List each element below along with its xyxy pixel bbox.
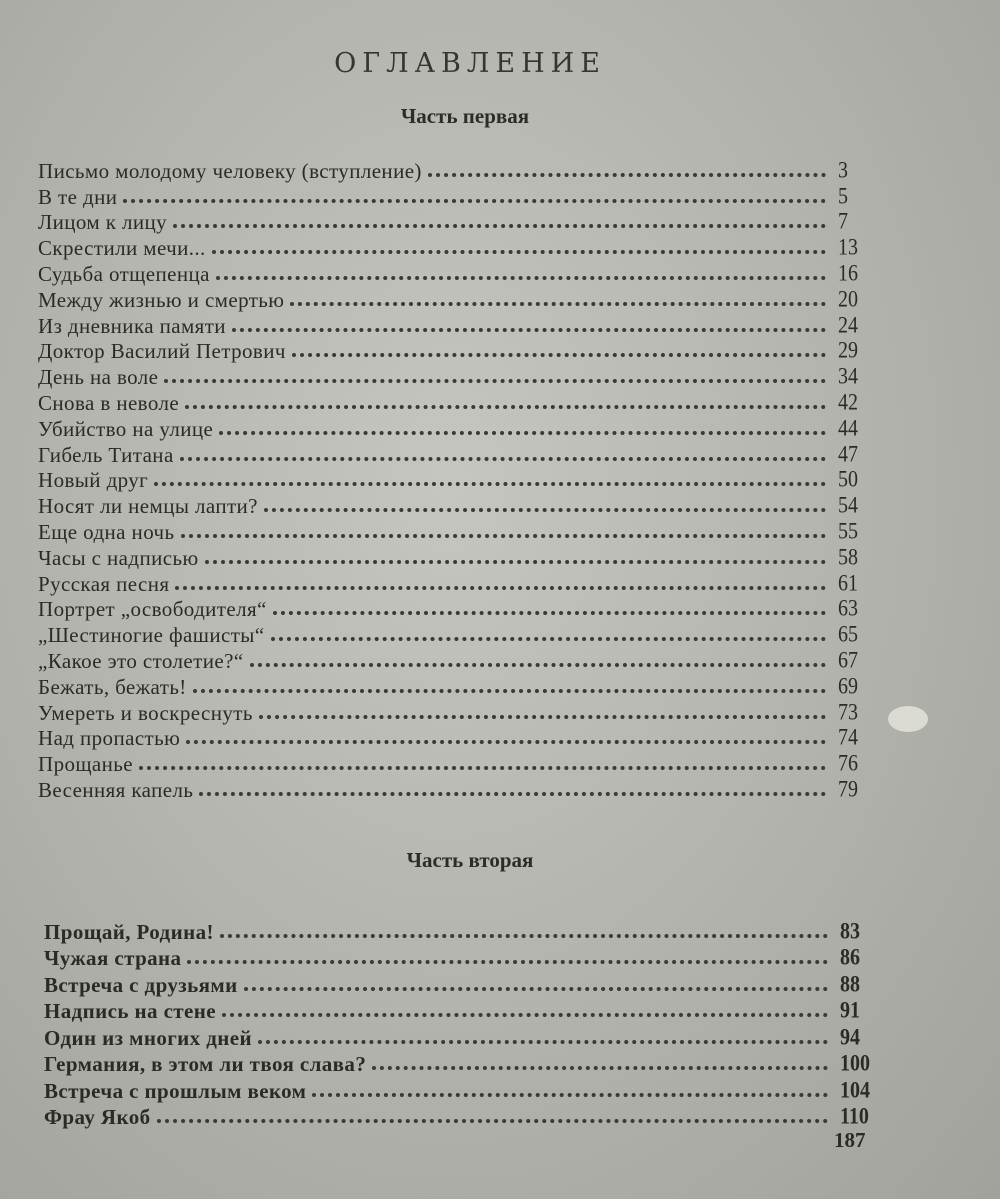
toc-entry (44, 1075, 880, 1102)
toc-entry (38, 569, 878, 595)
toc-entry (44, 969, 880, 996)
toc-entry-title: Бежать, бежать! (38, 674, 187, 699)
toc-entry-title: В те дни (38, 184, 118, 209)
part-one-heading: Часть первая (400, 104, 530, 128)
toc-entry (38, 543, 878, 569)
toc-entry (44, 1049, 880, 1076)
toc-entry-page: 76 (838, 750, 858, 777)
toc-entry-title: Прощанье (38, 752, 133, 777)
toc-entry (38, 646, 878, 672)
toc-entry (44, 943, 880, 970)
toc-entry (38, 414, 878, 440)
toc-entry (38, 311, 878, 337)
toc-entry (38, 775, 878, 801)
dot-leader (273, 610, 826, 615)
toc-entry (38, 698, 878, 724)
dot-leader (232, 327, 826, 332)
toc-entry (38, 724, 878, 750)
part-one-toc (38, 156, 878, 801)
toc-entry (44, 996, 880, 1023)
toc-entry-title: „Какое это столетие?“ (38, 648, 244, 673)
dot-leader (428, 172, 826, 177)
dot-leader (258, 1039, 828, 1044)
toc-entry-title: День на воле (38, 365, 159, 390)
toc-entry-page: 55 (838, 518, 858, 545)
toc-entry-title: Еще одна ночь (38, 519, 175, 544)
toc-entry-title: Носят ли немцы лапти? (38, 494, 258, 519)
dot-leader (193, 688, 826, 693)
toc-entry-title: Над пропастью (38, 726, 181, 751)
dot-leader (312, 1092, 828, 1097)
toc-entry (38, 337, 878, 363)
toc-entry-page: 50 (838, 467, 858, 493)
toc-entry (38, 620, 878, 646)
toc-entry-page: 104 (840, 1077, 870, 1103)
toc-entry-title: Весенняя капель (38, 777, 194, 802)
toc-entry-page: 16 (838, 260, 858, 287)
toc-entry (38, 388, 878, 414)
dot-leader (219, 430, 826, 435)
toc-entry-page: 20 (838, 286, 858, 312)
toc-entry (38, 259, 878, 285)
dot-leader (205, 559, 826, 564)
toc-entry-title: Часы с надписью (38, 545, 199, 570)
toc-entry-title: Новый друг (38, 468, 149, 493)
toc-entry-page: 58 (838, 544, 858, 570)
page-title: ОГЛАВЛЕНИЕ (334, 48, 606, 79)
dot-leader (222, 1012, 828, 1017)
toc-entry-page: 65 (838, 621, 858, 648)
toc-entry (38, 491, 878, 517)
toc-entry-page: 73 (838, 699, 858, 725)
toc-entry (44, 1022, 880, 1049)
toc-entry-page: 63 (838, 596, 858, 622)
dot-leader (186, 739, 826, 744)
dot-leader (180, 456, 826, 461)
toc-entry (44, 916, 880, 943)
toc-entry-title: Фрау Якоб (44, 1105, 151, 1129)
dot-leader (173, 223, 826, 228)
toc-entry-title: Письмо молодому человеку (вступление) (38, 158, 422, 183)
toc-entry-title: Чужая страна (44, 946, 182, 970)
toc-entry-title: Доктор Василий Петрович (38, 339, 286, 364)
toc-entry-page: 91 (840, 997, 860, 1024)
toc-entry-title: Умереть и воскреснуть (38, 700, 253, 725)
toc-entry-page: 74 (838, 725, 858, 751)
toc-entry-page: 88 (840, 971, 860, 997)
toc-entry (38, 440, 878, 466)
dot-leader (271, 636, 826, 641)
dot-leader (187, 959, 828, 964)
toc-entry-page: 3 (838, 157, 848, 183)
toc-entry (38, 749, 878, 775)
dot-leader (139, 765, 826, 770)
dot-leader (185, 404, 826, 409)
dot-leader (164, 378, 826, 383)
dot-leader (259, 714, 826, 719)
toc-entry-title: Германия, в этом ли твоя слава? (44, 1052, 367, 1076)
toc-entry-page: 7 (838, 209, 848, 235)
toc-entry-page: 69 (838, 673, 858, 699)
dot-leader (250, 662, 826, 667)
toc-entry-title: Встреча с друзьями (44, 972, 238, 997)
toc-entry (38, 156, 878, 182)
toc-entry (38, 672, 878, 698)
toc-entry-title: „Шестиногие фашисты“ (38, 623, 265, 648)
toc-entry-title: Прощай, Родина! (44, 919, 214, 944)
toc-entry-page: 94 (840, 1024, 860, 1050)
toc-entry-page: 100 (840, 1050, 870, 1077)
toc-entry-page: 67 (838, 647, 858, 674)
toc-entry (38, 517, 878, 543)
dot-leader (212, 249, 826, 254)
dot-leader (216, 275, 826, 280)
toc-entry (38, 285, 878, 311)
toc-entry-title: Судьба отщепенца (38, 261, 210, 286)
dot-leader (290, 301, 826, 306)
toc-entry-title: Гибель Титана (38, 442, 174, 467)
toc-entry (38, 595, 878, 621)
toc-entry-page: 13 (838, 235, 858, 261)
toc-entry-page: 5 (838, 183, 848, 209)
dot-leader (372, 1065, 828, 1070)
toc-entry-title: Между жизнью и смертью (38, 287, 285, 312)
toc-entry-page: 24 (838, 312, 858, 338)
toc-entry (38, 208, 878, 234)
toc-entry-page: 54 (838, 493, 858, 519)
toc-entry-title: Русская песня (38, 571, 170, 596)
toc-entry-page: 29 (838, 338, 858, 364)
toc-entry (38, 362, 878, 388)
toc-entry-title: Портрет „освободителя“ (38, 597, 267, 622)
paper-smudge (888, 706, 928, 732)
toc-entry-page: 86 (840, 944, 860, 971)
toc-entry-page: 83 (840, 918, 860, 944)
toc-entry (44, 1102, 880, 1129)
page-number: 187 (834, 1128, 866, 1152)
toc-entry (38, 466, 878, 492)
toc-entry-page: 44 (838, 415, 858, 441)
toc-entry (38, 233, 878, 259)
toc-entry-page: 42 (838, 389, 858, 416)
toc-entry-page: 47 (838, 441, 858, 467)
dot-leader (157, 1118, 829, 1123)
toc-entry-title: Снова в неволе (38, 390, 180, 415)
toc-entry (38, 182, 878, 208)
toc-entry-title: Скрестили мечи... (38, 236, 206, 261)
toc-entry-page: 34 (838, 364, 858, 390)
toc-entry-page: 79 (838, 776, 858, 803)
toc-entry-title: Встреча с прошлым веком (44, 1078, 307, 1103)
toc-entry-title: Убийство на улице (38, 416, 214, 441)
dot-leader (292, 352, 826, 357)
dot-leader (199, 791, 826, 796)
dot-leader (244, 986, 828, 991)
dot-leader (220, 933, 828, 938)
dot-leader (264, 507, 826, 512)
toc-entry-title: Надпись на стене (44, 999, 216, 1023)
part-two-toc (44, 916, 880, 1128)
dot-leader (123, 198, 826, 203)
toc-entry-title: Из дневника памяти (38, 313, 226, 338)
toc-entry-title: Лицом к лицу (38, 210, 168, 235)
dot-leader (175, 585, 826, 590)
dot-leader (181, 533, 827, 538)
toc-entry-page: 110 (840, 1103, 869, 1130)
toc-entry-page: 61 (838, 570, 858, 596)
part-two-heading: Часть вторая (406, 848, 534, 872)
dot-leader (154, 481, 826, 486)
toc-entry-title: Один из многих дней (44, 1025, 252, 1050)
